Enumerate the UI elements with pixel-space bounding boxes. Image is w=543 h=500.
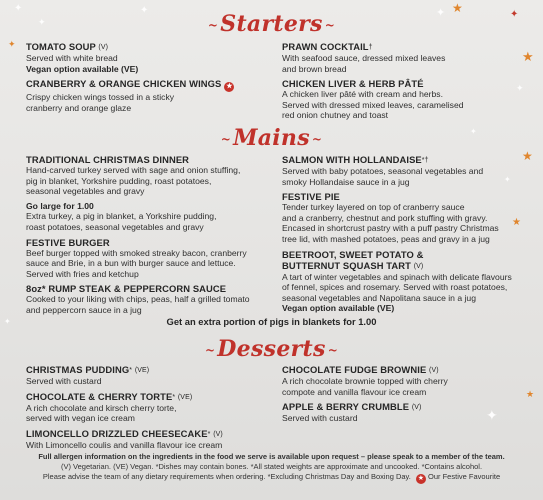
- menu-item: [26, 78, 288, 113]
- star-icon: ✦: [14, 3, 23, 14]
- item-description: and brown bread: [282, 63, 347, 74]
- star-icon: ★: [522, 49, 534, 64]
- item-description: A chicken liver pâté with cream and herbs.: [282, 89, 443, 100]
- item-description: Encased in shortcrust pastry with a puff pastry Christmas: [282, 223, 499, 234]
- item-description: Served with custard: [26, 376, 102, 386]
- menu-item: [282, 41, 543, 74]
- menu-item: [282, 249, 543, 314]
- menu-item: [26, 428, 288, 451]
- item-description: Cooked to your liking with chips, peas, half a grilled tomato: [26, 294, 250, 305]
- item-description: With seafood sauce, dressed mixed leaves: [282, 53, 446, 63]
- go-large-option: [26, 201, 288, 233]
- item-description: red onion chutney and toast: [282, 110, 389, 121]
- item-title: CHRISTMAS PUDDING* (VE): [26, 364, 150, 375]
- starters-heading: ~Starters ~: [207, 11, 336, 37]
- menu-item: [282, 191, 543, 244]
- item-description: and a cranberry, chestnut and pork stuffing with gravy.: [282, 212, 488, 223]
- menu-item: [282, 364, 543, 397]
- mains-right-column: [282, 154, 543, 318]
- flourish-icon: ~: [327, 343, 339, 357]
- item-description: With Limoncello coulis and vanilla flavour ice cream: [26, 439, 223, 450]
- star-icon: ✦: [510, 9, 519, 20]
- item-title: TRADITIONAL CHRISTMAS DINNER: [26, 154, 190, 165]
- item-description: sauce and Brie, in a bun with burger sauce and lettuce.: [26, 258, 236, 269]
- item-title: 8oz* RUMP STEAK & PEPPERCORN SAUCE: [26, 283, 227, 295]
- item-description: smoky Hollandaise sauce in a jug: [282, 176, 410, 187]
- menu-item: [26, 237, 288, 280]
- menu-item: [26, 391, 288, 424]
- menu-item: [282, 154, 543, 187]
- item-title: BEETROOT, SWEET POTATO &: [282, 248, 424, 260]
- item-description: tree lid, with mashed potatoes, peas and gravy in a jug: [282, 233, 490, 244]
- item-description: Served with baby potatoes, seasonal vegetables and: [282, 166, 484, 176]
- mains-heading: ~Mains ~: [220, 125, 323, 151]
- item-description: roast potatoes, seasonal vegetables and gravy: [26, 221, 204, 232]
- desserts-heading: ~Desserts ~: [204, 336, 339, 362]
- item-title: FESTIVE PIE: [282, 191, 340, 203]
- item-title: CHOCOLATE & CHERRY TORTE* (VE): [26, 390, 193, 402]
- flourish-icon: ~: [311, 132, 323, 146]
- menu-item: [26, 283, 288, 315]
- item-description: of fennel, spices and rosemary. Served with roast potatoes,: [282, 282, 508, 293]
- star-badge-icon: ★: [226, 83, 233, 91]
- item-title: TOMATO SOUP (V): [26, 41, 109, 52]
- item-description: cranberry and orange glaze: [26, 102, 132, 113]
- star-icon: ✦: [4, 317, 11, 326]
- flourish-icon: ~: [324, 18, 336, 32]
- star-icon: ★: [522, 149, 533, 163]
- item-title: APPLE & BERRY CRUMBLE (V): [282, 401, 422, 413]
- flourish-icon: ~: [207, 18, 219, 32]
- star-icon: ✦: [140, 5, 149, 16]
- vegan-option: Vegan option available (VE): [26, 63, 139, 74]
- item-title: SALMON WITH HOLLANDAISE*†: [282, 154, 429, 165]
- starters-right-column: [282, 41, 543, 125]
- item-description: Served with fries and ketchup: [26, 268, 139, 279]
- item-description: seasonal vegetables and gravy: [26, 186, 145, 197]
- star-icon: ✦: [38, 17, 46, 27]
- star-icon: ✦: [486, 407, 498, 423]
- go-large-label: Go large for 1.00: [26, 200, 94, 211]
- star-badge-icon: ★: [417, 475, 425, 483]
- menu-item: [282, 401, 543, 424]
- item-description: served with vegan ice cream: [26, 413, 135, 424]
- dietary-key: (V) Vegetarian. (VE) Vegan. *Dishes may contain bones. *All stated weights are approximate and uncooked. *Contains alcohol.: [60, 462, 483, 472]
- item-description: pig in blanket, Yorkshire pudding, roast potatoes,: [26, 175, 212, 186]
- item-title-cont: BUTTERNUT SQUASH TART (V): [282, 259, 424, 271]
- menu-item: [26, 364, 288, 387]
- item-description: A tart of winter vegetables and spinach with delicate flavours: [282, 271, 512, 282]
- menu-item: [26, 154, 288, 197]
- desserts-right-column: [282, 364, 543, 428]
- mains-left-column: [26, 154, 288, 320]
- item-title: PRAWN COCKTAIL†: [282, 41, 373, 52]
- star-icon: ✦: [436, 7, 446, 19]
- item-description: Served with custard: [282, 413, 358, 424]
- star-icon: ✦: [516, 83, 524, 93]
- allergen-footer: [20, 452, 523, 484]
- desserts-left-column: [26, 364, 288, 454]
- item-description: Tender turkey layered on top of cranberry sauce: [282, 202, 465, 213]
- item-description: compote and vanilla flavour ice cream: [282, 386, 427, 397]
- item-title: LIMONCELLO DRIZZLED CHEESECAKE* (V): [26, 427, 223, 439]
- star-icon: ★: [526, 389, 535, 399]
- item-description: seasonal vegetables and Napolitana sauce in a jug: [282, 292, 476, 303]
- item-description: Served with dressed mixed leaves, caramelised: [282, 99, 464, 110]
- item-description: Hand-carved turkey served with sage and onion stuffing,: [26, 165, 241, 175]
- item-title: CHICKEN LIVER & HERB PÂTÉ: [282, 78, 424, 90]
- item-description: and peppercorn sauce in a jug: [26, 304, 142, 315]
- flourish-icon: ~: [220, 132, 232, 146]
- item-description: Beef burger topped with smoked streaky bacon, cranberry: [26, 247, 247, 258]
- item-description: Extra turkey, a pig in blanket, a Yorkshire pudding,: [26, 211, 217, 222]
- pigs-in-blankets-offer: Get an extra portion of pigs in blankets for 1.00: [166, 316, 377, 327]
- dietary-advice: Please advise the team of any dietary requirements when ordering. *Excluding Christmas Day and Boxing Day. ★ Our Festive Favourite: [42, 472, 501, 483]
- star-icon: ✦: [504, 175, 511, 184]
- star-icon: ★: [512, 217, 521, 228]
- vegan-option: Vegan option available (VE): [282, 303, 395, 314]
- item-title: FESTIVE BURGER: [26, 236, 110, 248]
- star-icon: ★: [452, 1, 463, 15]
- item-title: CRANBERRY & ORANGE CHICKEN WINGS ★: [26, 78, 233, 91]
- item-description: Crispy chicken wings tossed in a sticky: [26, 92, 175, 103]
- item-description: A rich chocolate brownie topped with cherry: [282, 376, 448, 386]
- menu-item: [282, 78, 543, 121]
- item-description: A rich chocolate and kirsch cherry torte,: [26, 402, 177, 413]
- item-title: CHOCOLATE FUDGE BROWNIE (V): [282, 364, 439, 375]
- allergen-info: Full allergen information on the ingredients in the food we serve is available upon request – please speak to a member of the team.: [38, 452, 505, 461]
- starters-left-column: [26, 41, 288, 117]
- menu-item: [26, 41, 288, 74]
- star-icon: ✦: [8, 39, 16, 49]
- flourish-icon: ~: [204, 343, 216, 357]
- item-description: Served with white bread: [26, 53, 118, 63]
- star-icon: ✦: [470, 127, 477, 136]
